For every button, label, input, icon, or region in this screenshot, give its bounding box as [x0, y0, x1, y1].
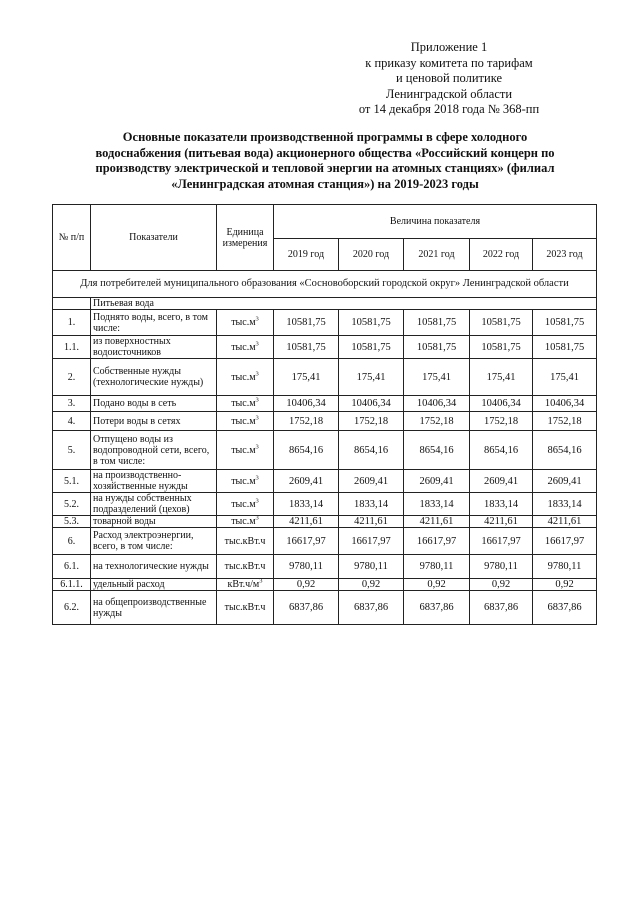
row-unit	[217, 591, 274, 625]
row-number: 5.	[53, 431, 91, 470]
header-value: Величина показателя	[274, 205, 597, 239]
row-number: 5.3.	[53, 516, 91, 528]
row-value: 10581,75	[339, 336, 404, 359]
row-value: 4211,61	[470, 516, 533, 528]
unit-text: тыс.м	[231, 475, 256, 487]
row-value: 6837,86	[339, 591, 404, 625]
row-value: 175,41	[533, 359, 597, 396]
row-value: 175,41	[339, 359, 404, 396]
unit-text: тыс.м	[231, 341, 256, 353]
row-unit	[217, 412, 274, 431]
unit-text: тыс.м	[231, 444, 256, 456]
table-row	[53, 396, 597, 412]
table-row	[53, 493, 597, 516]
unit-superscript: 3	[255, 414, 259, 422]
table-row	[53, 528, 597, 555]
header-year: 2023 год	[533, 239, 597, 271]
row-value: 1752,18	[533, 412, 597, 431]
table-row	[53, 555, 597, 579]
table-row	[53, 359, 597, 396]
subsection-empty-cell	[53, 298, 91, 310]
table-row	[53, 516, 597, 528]
row-unit	[217, 555, 274, 579]
unit-text: тыс.м	[231, 498, 256, 510]
row-value: 1752,18	[339, 412, 404, 431]
header-indicator: Показатели	[91, 205, 217, 271]
row-value: 6837,86	[274, 591, 339, 625]
row-indicator: Собственные нужды (технологические нужды)	[91, 359, 217, 396]
row-value: 9780,11	[404, 555, 470, 579]
unit-superscript: 3	[259, 578, 263, 585]
unit-superscript: 3	[255, 315, 259, 323]
row-value: 1833,14	[470, 493, 533, 516]
row-value: 4211,61	[339, 516, 404, 528]
row-number: 5.1.	[53, 470, 91, 493]
row-value: 2609,41	[404, 470, 470, 493]
row-value: 10406,34	[274, 396, 339, 412]
appendix-line: и ценовой политике	[395, 71, 503, 85]
row-value: 0,92	[404, 579, 470, 591]
row-value: 10406,34	[470, 396, 533, 412]
table-row	[53, 431, 597, 470]
row-value: 9780,11	[274, 555, 339, 579]
row-indicator: удельный расход	[91, 579, 217, 591]
row-value: 1833,14	[533, 493, 597, 516]
row-number: 3.	[53, 396, 91, 412]
row-value: 10581,75	[470, 310, 533, 336]
row-unit	[217, 310, 274, 336]
appendix-line: Ленинградской области	[385, 86, 513, 101]
unit-superscript: 3	[255, 443, 259, 451]
header-unit: Единица измерения	[217, 205, 274, 271]
header-year: 2022 год	[470, 239, 533, 271]
row-value: 8654,16	[533, 431, 597, 470]
row-value: 10581,75	[274, 310, 339, 336]
row-indicator: из поверхностных водоисточников	[91, 336, 217, 359]
row-unit	[217, 493, 274, 516]
row-value: 1833,14	[274, 493, 339, 516]
row-value: 8654,16	[274, 431, 339, 470]
header-year: 2020 год	[339, 239, 404, 271]
table-row	[53, 591, 597, 625]
row-value: 16617,97	[470, 528, 533, 555]
row-indicator: Отпущено воды из водопроводной сети, всего, в том числе:	[91, 431, 217, 470]
row-indicator: Поднято воды, всего, в том числе:	[91, 310, 217, 336]
row-unit	[217, 516, 274, 528]
row-value: 0,92	[339, 579, 404, 591]
unit-text: тыс.м	[231, 415, 256, 427]
row-value: 1752,18	[274, 412, 339, 431]
document-title: Основные показатели производственной программы в сфере холодного водоснабжения (питьевая вода) акционерного общества «Российский концерн по производству электрической и тепловой энергии на атомных станциях» (филиал «Ленинградская атомная станция») на 2019-2023 годы	[95, 130, 555, 191]
table-row	[53, 336, 597, 359]
row-value: 175,41	[274, 359, 339, 396]
header-year: 2021 год	[404, 239, 470, 271]
appendix-line: от 14 декабря 2018 года № 368-пп	[358, 102, 540, 116]
row-value: 1752,18	[470, 412, 533, 431]
indicators-table	[52, 204, 597, 625]
row-indicator: Подано воды в сеть	[91, 396, 217, 412]
row-value: 6837,86	[404, 591, 470, 625]
row-value: 2609,41	[339, 470, 404, 493]
table-row	[53, 470, 597, 493]
table-row	[53, 412, 597, 431]
unit-superscript: 3	[255, 340, 259, 348]
row-indicator: Расход электроэнергии, всего, в том числе:	[91, 528, 217, 555]
row-value: 4211,61	[533, 516, 597, 528]
row-value: 1833,14	[339, 493, 404, 516]
row-value: 175,41	[404, 359, 470, 396]
row-number: 6.2.	[53, 591, 91, 625]
row-number: 6.1.	[53, 555, 91, 579]
row-indicator: Потери воды в сетях	[91, 412, 217, 431]
appendix-line: к приказу комитета по тарифам	[365, 55, 533, 70]
unit-text: тыс.м	[231, 371, 256, 383]
unit-text: тыс.кВт.ч	[224, 561, 266, 572]
unit-text: тыс.м	[231, 516, 256, 527]
row-value: 9780,11	[533, 555, 597, 579]
row-unit	[217, 579, 274, 591]
row-value: 4211,61	[404, 516, 470, 528]
row-number: 1.	[53, 310, 91, 336]
row-unit	[217, 431, 274, 470]
unit-superscript: 3	[255, 396, 259, 404]
row-value: 8654,16	[470, 431, 533, 470]
row-value: 10581,75	[404, 310, 470, 336]
row-value: 16617,97	[274, 528, 339, 555]
row-number: 6.1.1.	[53, 579, 91, 591]
row-value: 10581,75	[533, 310, 597, 336]
appendix-line: Приложение 1	[410, 40, 488, 54]
row-value: 16617,97	[533, 528, 597, 555]
row-unit	[217, 336, 274, 359]
table-row	[53, 579, 597, 591]
row-indicator: на нужды собственных подразделений (цехов)	[91, 493, 217, 516]
section-title: Для потребителей муниципального образования «Сосновоборский городской округ» Ленинградской области	[53, 271, 597, 298]
table-row	[53, 310, 597, 336]
unit-text: тыс.кВт.ч	[224, 602, 266, 613]
row-indicator: на общепроизводственные нужды	[91, 591, 217, 625]
row-value: 2609,41	[274, 470, 339, 493]
unit-text: тыс.кВт.ч	[224, 535, 266, 547]
row-value: 10581,75	[339, 310, 404, 336]
header-no: № п/п	[53, 205, 91, 271]
row-value: 10406,34	[339, 396, 404, 412]
row-unit	[217, 396, 274, 412]
row-unit	[217, 528, 274, 555]
row-value: 175,41	[470, 359, 533, 396]
row-value: 9780,11	[339, 555, 404, 579]
row-indicator: на производственно-хозяйственные нужды	[91, 470, 217, 493]
row-number: 1.1.	[53, 336, 91, 359]
appendix-block	[324, 40, 574, 118]
row-value: 10581,75	[470, 336, 533, 359]
unit-superscript: 3	[255, 370, 259, 378]
row-unit	[217, 359, 274, 396]
row-value: 4211,61	[274, 516, 339, 528]
row-value: 16617,97	[404, 528, 470, 555]
unit-text: тыс.м	[231, 317, 256, 328]
row-indicator: товарной воды	[91, 516, 217, 528]
row-value: 2609,41	[470, 470, 533, 493]
unit-superscript: 3	[255, 515, 259, 522]
row-value: 6837,86	[470, 591, 533, 625]
row-value: 10581,75	[533, 336, 597, 359]
row-value: 0,92	[470, 579, 533, 591]
row-indicator: на технологические нужды	[91, 555, 217, 579]
unit-superscript: 3	[255, 474, 259, 482]
unit-text: тыс.м	[231, 398, 256, 409]
unit-superscript: 3	[255, 497, 259, 505]
row-value: 1752,18	[404, 412, 470, 431]
header-year: 2019 год	[274, 239, 339, 271]
row-value: 0,92	[533, 579, 597, 591]
row-value: 2609,41	[533, 470, 597, 493]
row-unit	[217, 470, 274, 493]
unit-text: кВт.ч/м	[227, 579, 260, 590]
row-value: 8654,16	[404, 431, 470, 470]
row-number: 2.	[53, 359, 91, 396]
row-value: 0,92	[274, 579, 339, 591]
row-number: 4.	[53, 412, 91, 431]
row-value: 6837,86	[533, 591, 597, 625]
row-value: 8654,16	[339, 431, 404, 470]
subsection-title: Питьевая вода	[91, 298, 597, 310]
row-value: 10581,75	[274, 336, 339, 359]
row-number: 6.	[53, 528, 91, 555]
row-value: 9780,11	[470, 555, 533, 579]
row-value: 10581,75	[404, 336, 470, 359]
row-number: 5.2.	[53, 493, 91, 516]
row-value: 16617,97	[339, 528, 404, 555]
row-value: 10406,34	[533, 396, 597, 412]
row-value: 10406,34	[404, 396, 470, 412]
row-value: 1833,14	[404, 493, 470, 516]
